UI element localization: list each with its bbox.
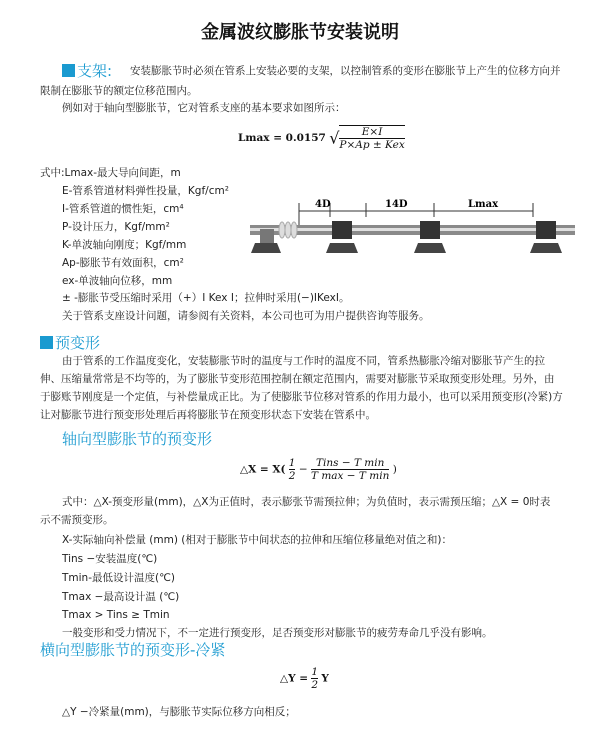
legend-line: 关于管系支座设计问题，请参阅有关资料，本公司也可为用户提供咨询等服务。 — [62, 310, 430, 322]
lateral-heading: 横向型膨胀节的预变形-冷紧 — [40, 641, 226, 659]
formula-left: △X = X( — [240, 463, 286, 476]
dim-label-4d: 4D — [315, 199, 331, 210]
lmax-formula: Lmax = 0.0157 √ $\frac{E\times I}{\text{P×Ap ± Kex}}$ — [238, 126, 405, 151]
half-num: 1 — [288, 457, 296, 469]
axial-text: 式中：△X-预变形量(mm)，△X为正值时，表示膨张节需预拉伸；为负值时，表示需预压缩；△X = 0时表 — [62, 496, 551, 508]
support-intro-2: 限制在膨胀节的额定位移范围内。 — [40, 85, 198, 97]
predeform-para: 由于管系的工作温度变化，安装膨胀节时的温度与工作时的温度不同，管系热膨胀冷缩对膨胀节产生的拉 — [62, 355, 545, 367]
half-den: 2 — [288, 470, 296, 482]
legend-line: Ap-膨胀节有效面积，cm² — [62, 257, 184, 269]
predeform-para: 让对膨胀节进行预变形处理后再将膨胀节在预变形状态下安装在管系中。 — [40, 409, 376, 421]
section-heading-support — [62, 60, 112, 81]
support-intro-1: 安装膨胀节时必须在管系上安装必要的支架，以控制管系的变形在膨胀节上产生的位移方向并 — [130, 65, 561, 77]
legend-line: ex-单波轴向位移，mm — [62, 275, 173, 287]
square-bullet-icon — [40, 336, 53, 349]
legend-line: I-管系管道的惯性矩，cm⁴ — [62, 203, 184, 215]
axial-heading: 轴向型膨胀节的预变形 — [62, 430, 213, 448]
axial-text: 一般变形和受力情况下，不一定进行预变形，足否预变形对膨胀节的疲劳寿命几乎没有影响。 — [62, 627, 493, 639]
heading-text: 支架: — [77, 62, 113, 80]
lateral-formula — [280, 666, 329, 691]
formula-numerator: 1 — [311, 666, 319, 678]
axial-text: Tmax > Tins ≥ Tmin — [62, 609, 170, 621]
legend-line: K-单波轴向刚度；Kgf/mm — [62, 239, 187, 251]
lateral-text: △Y −冷紧量(mm)，与膨胀节实际位移方向相反； — [62, 706, 296, 718]
axial-text: X-实际轴向补偿量 (mm) (相对于膨胀节中间状态的拉伸和压缩位移量绝对值之和)： — [62, 534, 452, 546]
axial-formula — [240, 457, 397, 482]
formula-left: △Y = — [280, 672, 309, 685]
dim-label-14d: 14D — [385, 199, 408, 210]
minus: − — [298, 463, 308, 476]
bellows — [279, 222, 297, 238]
legend-line: E-管系管道材料弹性投量，Kgf/cm² — [62, 185, 229, 197]
axial-text: Tmin-最低设计温度(℃) — [62, 572, 175, 584]
section-heading-predeform — [40, 332, 100, 353]
support-example: 例如对于轴向型膨胀节，它对管系支座的基本要求如图所示： — [62, 102, 346, 114]
axial-text: Tmax −最高设计温 (℃) — [62, 591, 180, 603]
formula-denominator: P×Ap ± Kex — [339, 139, 405, 151]
legend-line: P-设计压力，Kgf/mm² — [62, 221, 170, 233]
predeform-para: 于膨账节刚度是一个定值，与补偿量成正比。为了使膨胀节位移对管系的作用力最小，也可以采用预变形(冷紧)方 — [40, 391, 563, 403]
heading-text: 预变形 — [55, 334, 101, 352]
page-title: 金属波纹膨胀节安装说明 — [201, 22, 399, 43]
support-spacing-diagram — [240, 195, 580, 285]
legend-line: ± -膨胀节受压缩时采用（+）I Kex I；拉伸时采用(−)IKexI。 — [62, 292, 350, 304]
formula-denominator: T max − T min — [310, 470, 390, 482]
formula-numerator: E×I — [339, 126, 404, 139]
formula-left: Lmax = 0.0157 — [238, 132, 326, 144]
legend-line: 式中:Lmax-最大导向间距，m — [40, 167, 181, 179]
square-bullet-icon — [62, 64, 75, 77]
formula-denominator: 2 — [311, 679, 319, 691]
formula-numerator: Tins − T min — [311, 457, 389, 470]
predeform-para: 伸、压缩量常常是不均等的，为了膨胀节变形范围控制在额定范围内，需要对膨胀节采取预变形处理。另外，由 — [40, 373, 555, 385]
axial-text: Tins −安装温度(℃) — [62, 553, 158, 565]
axial-text: 示不需预变形。 — [40, 514, 114, 526]
formula-right: Y — [321, 672, 329, 685]
dim-label-lmax: Lmax — [468, 199, 499, 210]
formula-right: ) — [392, 463, 397, 476]
